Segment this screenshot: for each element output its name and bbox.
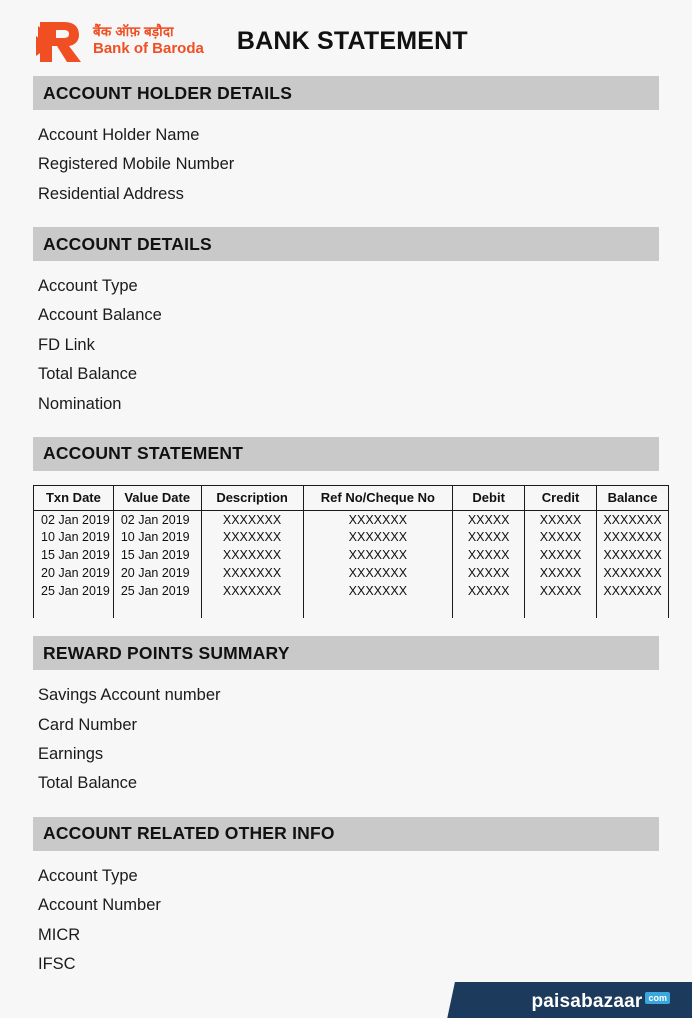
list-item: Total Balance [38,774,138,793]
table-row [34,510,669,528]
cell-balance: XXXXXXX [597,564,669,582]
list-item: FD Link [38,335,95,354]
cell-value-date: 20 Jan 2019 [113,564,201,582]
list-item: Account Type [38,277,138,296]
list-item: Account Holder Name [38,126,200,144]
cell-value-date: 02 Jan 2019 [113,510,201,528]
cell-ref-no: XXXXXXX [303,546,453,564]
list-item: Card Number [38,715,138,734]
cell-debit: XXXXX [453,528,525,546]
column-header-description: Description [201,485,303,510]
paisabazaar-dotcom-badge: com [645,992,670,1004]
spacer-cell [303,600,453,618]
spacer-cell [525,600,597,618]
cell-balance: XXXXXXX [597,546,669,564]
bank-name-english: Bank of Baroda [93,40,204,58]
cell-balance: XXXXXXX [597,528,669,546]
table-row [34,528,669,546]
table-row [34,582,669,600]
cell-txn-date: 15 Jan 2019 [34,546,114,564]
column-header-credit: Credit [525,485,597,510]
cell-ref-no: XXXXXXX [303,564,453,582]
list-item: MICR [38,925,81,944]
section-heading-account-statement: ACCOUNT STATEMENT [33,437,659,471]
cell-txn-date: 25 Jan 2019 [34,582,114,600]
bank-of-baroda-logo-icon [34,16,84,66]
column-header-debit: Debit [453,485,525,510]
cell-description: XXXXXXX [201,582,303,600]
column-header-value-date: Value Date [113,485,201,510]
list-item: Earnings [38,745,104,764]
cell-credit: XXXXX [525,582,597,600]
cell-debit: XXXXX [453,546,525,564]
column-header-balance: Balance [597,485,669,510]
paisabazaar-wordmark: paisabazaar [531,991,643,1012]
table-row [34,564,669,582]
section-heading-account-details: ACCOUNT DETAILS [33,227,659,261]
cell-credit: XXXXX [525,510,597,528]
cell-description: XXXXXXX [201,510,303,528]
list-item: Account Number [38,896,161,915]
cell-value-date: 10 Jan 2019 [113,528,201,546]
cell-ref-no: XXXXXXX [303,582,453,600]
column-header-ref-no: Ref No/Cheque No [303,485,453,510]
list-item: Account Balance [38,306,162,325]
list-item: Nomination [38,394,122,413]
list-item: Residential Address [38,184,184,203]
account-details-field-list [0,261,692,419]
list-item: Registered Mobile Number [38,155,235,174]
section-heading-reward-points: REWARD POINTS SUMMARY [33,636,659,670]
account-holder-field-list [0,110,692,209]
table-row-spacer [34,600,669,618]
cell-credit: XXXXX [525,564,597,582]
list-item: IFSC [38,954,76,973]
list-item: Account Type [38,866,138,885]
cell-value-date: 25 Jan 2019 [113,582,201,600]
spacer-cell [201,600,303,618]
cell-value-date: 15 Jan 2019 [113,546,201,564]
transactions-table-body [34,510,669,618]
other-info-field-list [0,851,692,979]
cell-description: XXXXXXX [201,528,303,546]
spacer-cell [113,600,201,618]
cell-debit: XXXXX [453,582,525,600]
page-title: BANK STATEMENT [236,26,468,55]
cell-debit: XXXXX [453,564,525,582]
list-item: Total Balance [38,365,138,384]
bank-name-block [93,25,204,57]
document-header [0,0,692,76]
spacer-cell [597,600,669,618]
cell-ref-no: XXXXXXX [303,510,453,528]
section-heading-account-holder: ACCOUNT HOLDER DETAILS [33,76,659,110]
spacer-cell [453,600,525,618]
cell-description: XXXXXXX [201,546,303,564]
paisabazaar-logo [531,991,670,1013]
cell-balance: XXXXXXX [597,582,669,600]
transactions-table-wrapper [33,485,662,619]
section-heading-other-info: ACCOUNT RELATED OTHER INFO [33,817,659,851]
cell-txn-date: 20 Jan 2019 [34,564,114,582]
column-header-txn-date: Txn Date [34,485,114,510]
bank-logo [34,16,204,66]
reward-points-field-list [0,670,692,798]
list-item: Savings Account number [38,686,221,705]
cell-txn-date: 10 Jan 2019 [34,528,114,546]
spacer-cell [34,600,114,618]
table-header-row [34,485,669,510]
cell-ref-no: XXXXXXX [303,528,453,546]
cell-txn-date: 02 Jan 2019 [34,510,114,528]
cell-credit: XXXXX [525,546,597,564]
cell-debit: XXXXX [453,510,525,528]
page-bottom-margin [0,1018,692,1024]
cell-credit: XXXXX [525,528,597,546]
cell-description: XXXXXXX [201,564,303,582]
cell-balance: XXXXXXX [597,510,669,528]
transactions-table [33,485,669,619]
table-row [34,546,669,564]
bank-name-hindi: बैंक ऑफ़ बड़ौदा [93,24,174,40]
